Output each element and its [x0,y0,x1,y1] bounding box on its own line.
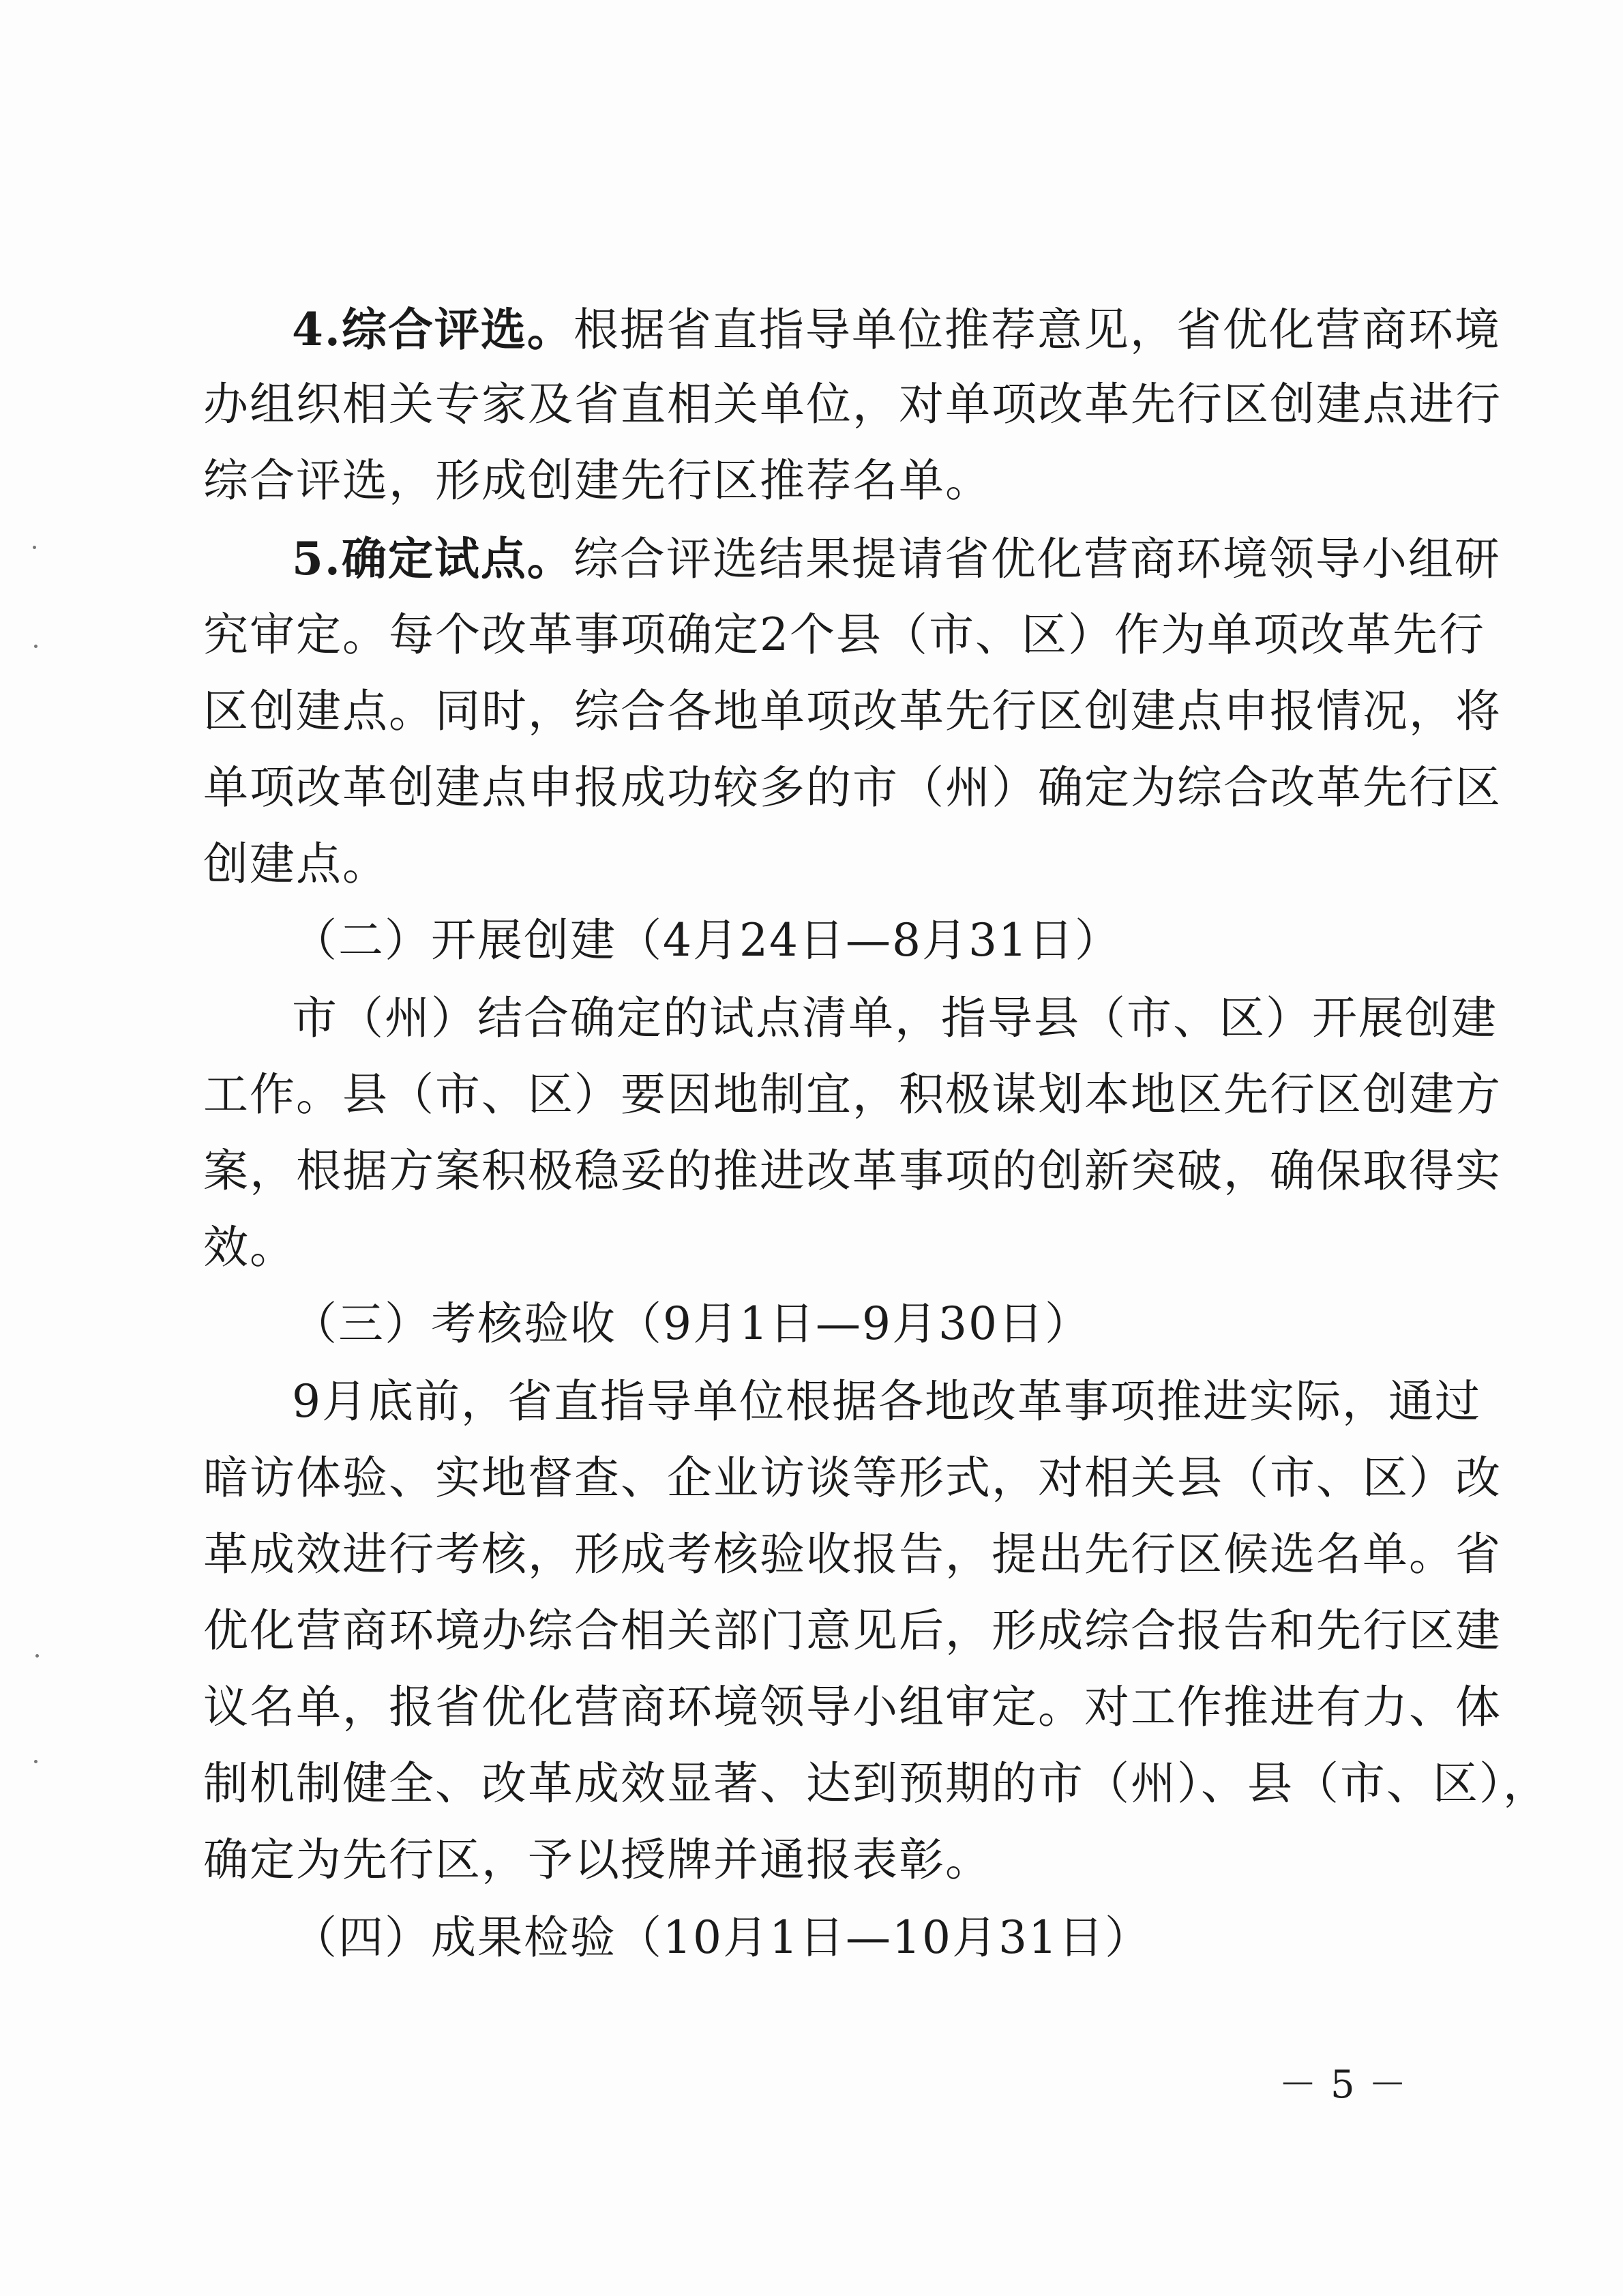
paragraph-line: 区创建点。同时，综合各地单项改革先行区创建点申报情况，将 [203,685,1502,737]
paragraph-line: 确定为先行区，予以授牌并通报表彰。 [203,1834,992,1886]
paragraph-line: 案，根据方案积极稳妥的推进改革事项的创新突破，确保取得实 [203,1145,1502,1197]
paragraph-line: 市（州）结合确定的试点清单，指导县（市、区）开展创建 [292,992,1498,1044]
paragraph-line: 议名单，报省优化营商环境领导小组审定。对工作推进有力、体 [203,1681,1502,1733]
section-heading-launch-creation: （二）开展创建（4月24日—8月31日） [292,914,1121,967]
scan-mark [34,1760,38,1763]
section-heading-assessment: （三）考核验收（9月1日—9月30日） [292,1297,1091,1350]
paragraph-line: 优化营商环境办综合相关部门意见后，形成综合报告和先行区建 [203,1604,1502,1657]
paragraph-line: 综合评选，形成创建先行区推荐名单。 [203,454,992,507]
subheading-comprehensive-selection: 4.综合评选。 [292,303,574,356]
paragraph-line: 9月底前，省直指导单位根据各地改革事项推进实际，通过 [292,1375,1481,1428]
paragraph-line: 革成效进行考核，形成考核验收报告，提出先行区候选名单。省 [203,1528,1502,1580]
scan-mark [34,645,38,648]
paragraph-line: 暗访体验、实地督查、企业访谈等形式，对相关县（市、区）改 [203,1452,1502,1504]
scan-mark [33,546,36,549]
paragraph-line: 单项改革创建点申报成功较多的市（州）确定为综合改革先行区 [203,761,1502,814]
section-heading-result-inspection: （四）成果检验（10月1日—10月31日） [292,1911,1151,1964]
paragraph-line: 效。 [203,1221,296,1274]
subheading-confirm-pilot: 5.确定试点。 [292,532,574,585]
paragraph-line: 创建点。 [203,838,389,890]
paragraph-line: 5.确定试点。综合评选结果提请省优化营商环境领导小组研 [292,532,1501,585]
paragraph-line: 制机制健全、改革成效显著、达到预期的市（州）、县（市、区）， [203,1757,1549,1810]
paragraph-line: 究审定。每个改革事项确定2个县（市、区）作为单项改革先行 [203,608,1485,661]
paragraph-line: 办组织相关专家及省直相关单位，对单项改革先行区创建点进行 [203,378,1502,430]
paragraph-line: 工作。县（市、区）要因地制宜，积极谋划本地区先行区创建方 [203,1068,1502,1121]
page-number: －5－ [1279,2063,1420,2107]
scan-mark [35,1654,39,1658]
paragraph-line: 4.综合评选。根据省直指导单位推荐意见，省优化营商环境 [292,303,1501,356]
